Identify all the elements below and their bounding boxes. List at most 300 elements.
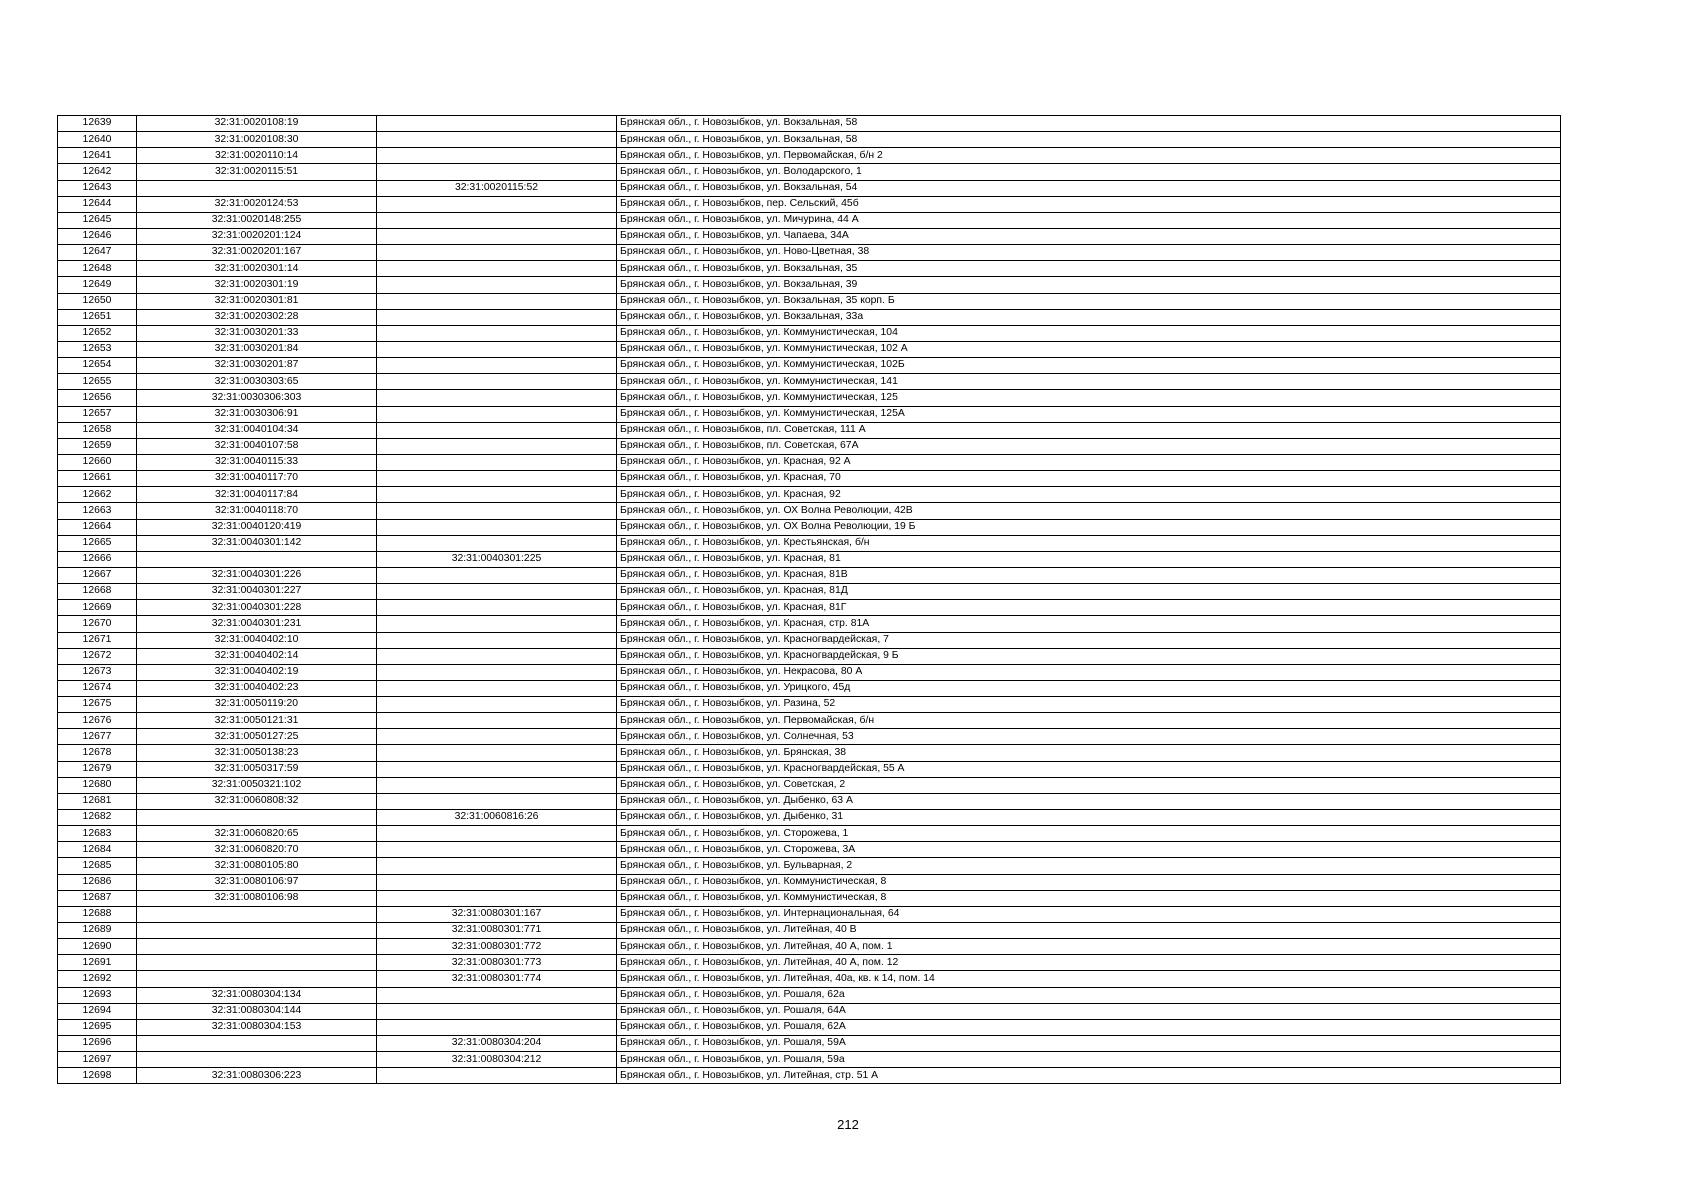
address-cell: Брянская обл., г. Новозыбков, ул. Ново-Цветная, 38 [617, 245, 1561, 261]
row-number-cell: 12692 [58, 971, 137, 987]
row-number-cell: 12669 [58, 600, 137, 616]
cadastral-number-cell [137, 180, 377, 196]
address-cell: Брянская обл., г. Новозыбков, ул. Брянская, 38 [617, 745, 1561, 761]
row-number-cell: 12678 [58, 745, 137, 761]
cadastral-number-cell: 32:31:0020148:255 [137, 212, 377, 228]
address-cell: Брянская обл., г. Новозыбков, ул. Чапаева, 34А [617, 228, 1561, 244]
row-number-cell: 12679 [58, 761, 137, 777]
related-cadastral-number-cell [377, 471, 617, 487]
address-cell: Брянская обл., г. Новозыбков, ул. Литейная, 40а, кв. к 14, пом. 14 [617, 971, 1561, 987]
table-row [58, 632, 1561, 648]
cadastral-number-cell [137, 971, 377, 987]
cadastral-number-cell: 32:31:0040104:34 [137, 422, 377, 438]
related-cadastral-number-cell [377, 826, 617, 842]
cadastral-number-cell: 32:31:0080306:223 [137, 1068, 377, 1084]
address-cell: Брянская обл., г. Новозыбков, ул. Красная, 92 [617, 487, 1561, 503]
related-cadastral-number-cell [377, 842, 617, 858]
cadastral-number-cell: 32:31:0030201:33 [137, 325, 377, 341]
address-cell: Брянская обл., г. Новозыбков, ул. Красная, 81В [617, 567, 1561, 583]
cadastral-number-cell: 32:31:0030303:65 [137, 374, 377, 390]
related-cadastral-number-cell [377, 616, 617, 632]
address-cell: Брянская обл., г. Новозыбков, ул. Вокзальная, 58 [617, 132, 1561, 148]
row-number-cell: 12648 [58, 261, 137, 277]
cadastral-number-cell: 32:31:0080105:80 [137, 858, 377, 874]
related-cadastral-number-cell [377, 874, 617, 890]
related-cadastral-number-cell [377, 438, 617, 454]
row-number-cell: 12644 [58, 196, 137, 212]
related-cadastral-number-cell [377, 567, 617, 583]
cadastral-number-cell: 32:31:0030306:91 [137, 406, 377, 422]
row-number-cell: 12640 [58, 132, 137, 148]
table-row [58, 971, 1561, 987]
address-cell: Брянская обл., г. Новозыбков, ул. Рошаля, 64А [617, 1003, 1561, 1019]
row-number-cell: 12689 [58, 923, 137, 939]
related-cadastral-number-cell [377, 632, 617, 648]
related-cadastral-number-cell [377, 358, 617, 374]
address-cell: Брянская обл., г. Новозыбков, ул. Советская, 2 [617, 777, 1561, 793]
related-cadastral-number-cell [377, 277, 617, 293]
cadastral-number-cell: 32:31:0020110:14 [137, 148, 377, 164]
address-cell: Брянская обл., г. Новозыбков, ул. Красная, 81 [617, 551, 1561, 567]
table-row [58, 745, 1561, 761]
table-row [58, 341, 1561, 357]
address-cell: Брянская обл., г. Новозыбков, ул. Рошаля, 62а [617, 987, 1561, 1003]
row-number-cell: 12652 [58, 325, 137, 341]
cadastral-number-cell: 32:31:0020124:53 [137, 196, 377, 212]
table-row [58, 616, 1561, 632]
table-row [58, 600, 1561, 616]
table-row [58, 277, 1561, 293]
cadastral-number-cell [137, 906, 377, 922]
address-cell: Брянская обл., г. Новозыбков, пер. Сельский, 45б [617, 196, 1561, 212]
related-cadastral-number-cell [377, 245, 617, 261]
related-cadastral-number-cell [377, 648, 617, 664]
cadastral-number-cell: 32:31:0040301:228 [137, 600, 377, 616]
row-number-cell: 12653 [58, 341, 137, 357]
address-cell: Брянская обл., г. Новозыбков, ул. Коммунистическая, 102Б [617, 358, 1561, 374]
table-row [58, 487, 1561, 503]
table-row [58, 228, 1561, 244]
address-cell: Брянская обл., г. Новозыбков, ул. Вокзальная, 35 корп. Б [617, 293, 1561, 309]
address-cell: Брянская обл., г. Новозыбков, ул. Красная, 70 [617, 471, 1561, 487]
address-cell: Брянская обл., г. Новозыбков, ул. Коммунистическая, 8 [617, 874, 1561, 890]
cadastral-number-cell: 32:31:0050119:20 [137, 697, 377, 713]
cadastral-number-cell: 32:31:0080304:134 [137, 987, 377, 1003]
row-number-cell: 12673 [58, 664, 137, 680]
table-row [58, 648, 1561, 664]
row-number-cell: 12665 [58, 535, 137, 551]
table-row [58, 826, 1561, 842]
cadastral-number-cell: 32:31:0080304:153 [137, 1019, 377, 1035]
address-cell: Брянская обл., г. Новозыбков, ул. Коммунистическая, 8 [617, 890, 1561, 906]
table-row [58, 390, 1561, 406]
related-cadastral-number-cell [377, 713, 617, 729]
row-number-cell: 12659 [58, 438, 137, 454]
related-cadastral-number-cell [377, 309, 617, 325]
address-cell: Брянская обл., г. Новозыбков, ул. Дыбенко, 31 [617, 810, 1561, 826]
address-cell: Брянская обл., г. Новозыбков, ул. Коммунистическая, 104 [617, 325, 1561, 341]
row-number-cell: 12639 [58, 116, 137, 132]
row-number-cell: 12645 [58, 212, 137, 228]
cadastral-number-cell: 32:31:0040115:33 [137, 454, 377, 470]
row-number-cell: 12642 [58, 164, 137, 180]
table-row [58, 148, 1561, 164]
cadastral-number-cell: 32:31:0040301:231 [137, 616, 377, 632]
related-cadastral-number-cell [377, 132, 617, 148]
row-number-cell: 12663 [58, 503, 137, 519]
table-row [58, 132, 1561, 148]
address-cell: Брянская обл., г. Новозыбков, ул. Солнечная, 53 [617, 729, 1561, 745]
row-number-cell: 12661 [58, 471, 137, 487]
address-cell: Брянская обл., г. Новозыбков, ул. Рошаля, 62А [617, 1019, 1561, 1035]
cadastral-number-cell [137, 1036, 377, 1052]
address-cell: Брянская обл., г. Новозыбков, ул. Рошаля, 59а [617, 1052, 1561, 1068]
related-cadastral-number-cell [377, 341, 617, 357]
table-row [58, 697, 1561, 713]
row-number-cell: 12668 [58, 584, 137, 600]
cadastral-number-cell: 32:31:0020301:81 [137, 293, 377, 309]
row-number-cell: 12650 [58, 293, 137, 309]
address-cell: Брянская обл., г. Новозыбков, ул. Коммунистическая, 125 [617, 390, 1561, 406]
address-cell: Брянская обл., г. Новозыбков, ул. Разина, 52 [617, 697, 1561, 713]
address-cell: Брянская обл., г. Новозыбков, ул. Некрасова, 80 А [617, 664, 1561, 680]
related-cadastral-number-cell [377, 890, 617, 906]
row-number-cell: 12672 [58, 648, 137, 664]
address-cell: Брянская обл., г. Новозыбков, ул. Литейная, 40 В [617, 923, 1561, 939]
cadastral-number-cell: 32:31:0040402:23 [137, 680, 377, 696]
row-number-cell: 12691 [58, 955, 137, 971]
row-number-cell: 12667 [58, 567, 137, 583]
cadastral-number-cell: 32:31:0040402:10 [137, 632, 377, 648]
row-number-cell: 12656 [58, 390, 137, 406]
row-number-cell: 12654 [58, 358, 137, 374]
table-row [58, 454, 1561, 470]
row-number-cell: 12688 [58, 906, 137, 922]
row-number-cell: 12646 [58, 228, 137, 244]
table-row [58, 729, 1561, 745]
cadastral-number-cell: 32:31:0060820:70 [137, 842, 377, 858]
address-cell: Брянская обл., г. Новозыбков, ул. Володарского, 1 [617, 164, 1561, 180]
table-row [58, 1052, 1561, 1068]
related-cadastral-number-cell [377, 858, 617, 874]
address-cell: Брянская обл., г. Новозыбков, ул. Коммунистическая, 125А [617, 406, 1561, 422]
related-cadastral-number-cell [377, 374, 617, 390]
address-cell: Брянская обл., г. Новозыбков, ул. Коммунистическая, 141 [617, 374, 1561, 390]
table-row [58, 939, 1561, 955]
cadastral-number-cell: 32:31:0020115:51 [137, 164, 377, 180]
address-cell: Брянская обл., г. Новозыбков, ул. Бульварная, 2 [617, 858, 1561, 874]
related-cadastral-number-cell: 32:31:0080304:204 [377, 1036, 617, 1052]
related-cadastral-number-cell: 32:31:0020115:52 [377, 180, 617, 196]
cadastral-number-cell: 32:31:0050317:59 [137, 761, 377, 777]
table-row [58, 180, 1561, 196]
address-cell: Брянская обл., г. Новозыбков, ул. Крестьянская, б/н [617, 535, 1561, 551]
row-number-cell: 12677 [58, 729, 137, 745]
address-cell: Брянская обл., г. Новозыбков, ул. Красногвардейская, 55 А [617, 761, 1561, 777]
cadastral-number-cell [137, 923, 377, 939]
table-row [58, 1003, 1561, 1019]
address-cell: Брянская обл., г. Новозыбков, ул. Красная, 81Г [617, 600, 1561, 616]
table-row [58, 196, 1561, 212]
cadastral-number-cell: 32:31:0040120:419 [137, 519, 377, 535]
address-cell: Брянская обл., г. Новозыбков, ул. Красногвардейская, 9 Б [617, 648, 1561, 664]
table-row [58, 438, 1561, 454]
row-number-cell: 12680 [58, 777, 137, 793]
table-row [58, 987, 1561, 1003]
table-row [58, 503, 1561, 519]
cadastral-number-cell: 32:31:0040402:19 [137, 664, 377, 680]
cadastral-number-cell: 32:31:0020201:124 [137, 228, 377, 244]
related-cadastral-number-cell [377, 164, 617, 180]
cadastral-number-cell [137, 955, 377, 971]
related-cadastral-number-cell [377, 1068, 617, 1084]
related-cadastral-number-cell [377, 600, 617, 616]
related-cadastral-number-cell [377, 148, 617, 164]
related-cadastral-number-cell [377, 116, 617, 132]
cadastral-number-cell: 32:31:0040118:70 [137, 503, 377, 519]
address-cell: Брянская обл., г. Новозыбков, ул. Литейная, 40 А, пом. 1 [617, 939, 1561, 955]
row-number-cell: 12681 [58, 793, 137, 809]
cadastral-number-cell: 32:31:0080106:98 [137, 890, 377, 906]
row-number-cell: 12662 [58, 487, 137, 503]
row-number-cell: 12641 [58, 148, 137, 164]
table-row [58, 535, 1561, 551]
cadastral-number-cell: 32:31:0060808:32 [137, 793, 377, 809]
table-row [58, 245, 1561, 261]
related-cadastral-number-cell [377, 793, 617, 809]
related-cadastral-number-cell [377, 422, 617, 438]
table-row [58, 422, 1561, 438]
related-cadastral-number-cell: 32:31:0080301:167 [377, 906, 617, 922]
row-number-cell: 12675 [58, 697, 137, 713]
table-row [58, 584, 1561, 600]
row-number-cell: 12676 [58, 713, 137, 729]
table-row [58, 325, 1561, 341]
row-number-cell: 12685 [58, 858, 137, 874]
table-row [58, 777, 1561, 793]
related-cadastral-number-cell [377, 777, 617, 793]
related-cadastral-number-cell [377, 535, 617, 551]
related-cadastral-number-cell [377, 261, 617, 277]
related-cadastral-number-cell [377, 390, 617, 406]
cadastral-number-cell [137, 810, 377, 826]
related-cadastral-number-cell [377, 325, 617, 341]
related-cadastral-number-cell [377, 487, 617, 503]
row-number-cell: 12643 [58, 180, 137, 196]
related-cadastral-number-cell [377, 761, 617, 777]
address-cell: Брянская обл., г. Новозыбков, ул. ОХ Волна Революции, 42В [617, 503, 1561, 519]
address-cell: Брянская обл., г. Новозыбков, ул. Красная, стр. 81А [617, 616, 1561, 632]
row-number-cell: 12683 [58, 826, 137, 842]
table-row [58, 164, 1561, 180]
table-row [58, 858, 1561, 874]
table-row [58, 358, 1561, 374]
cadastral-number-cell: 32:31:0030201:87 [137, 358, 377, 374]
related-cadastral-number-cell [377, 293, 617, 309]
address-cell: Брянская обл., г. Новозыбков, ул. Вокзальная, 58 [617, 116, 1561, 132]
row-number-cell: 12670 [58, 616, 137, 632]
cadastral-number-cell: 32:31:0030306:303 [137, 390, 377, 406]
table-row [58, 567, 1561, 583]
address-cell: Брянская обл., г. Новозыбков, пл. Советская, 67А [617, 438, 1561, 454]
row-number-cell: 12671 [58, 632, 137, 648]
address-cell: Брянская обл., г. Новозыбков, ул. Красногвардейская, 7 [617, 632, 1561, 648]
row-number-cell: 12698 [58, 1068, 137, 1084]
row-number-cell: 12651 [58, 309, 137, 325]
row-number-cell: 12647 [58, 245, 137, 261]
address-cell: Брянская обл., г. Новозыбков, ул. Первомайская, б/н [617, 713, 1561, 729]
cadastral-number-cell: 32:31:0050127:25 [137, 729, 377, 745]
cadastral-number-cell: 32:31:0050121:31 [137, 713, 377, 729]
row-number-cell: 12684 [58, 842, 137, 858]
address-cell: Брянская обл., г. Новозыбков, ул. Вокзальная, 35 [617, 261, 1561, 277]
cadastral-number-cell: 32:31:0080304:144 [137, 1003, 377, 1019]
row-number-cell: 12693 [58, 987, 137, 1003]
row-number-cell: 12658 [58, 422, 137, 438]
row-number-cell: 12682 [58, 810, 137, 826]
address-cell: Брянская обл., г. Новозыбков, ул. Литейная, 40 А, пом. 12 [617, 955, 1561, 971]
related-cadastral-number-cell [377, 454, 617, 470]
registry-table-body [58, 116, 1561, 1084]
related-cadastral-number-cell [377, 1019, 617, 1035]
address-cell: Брянская обл., г. Новозыбков, ул. Вокзальная, 54 [617, 180, 1561, 196]
address-cell: Брянская обл., г. Новозыбков, ул. Литейная, стр. 51 А [617, 1068, 1561, 1084]
address-cell: Брянская обл., г. Новозыбков, пл. Советская, 111 А [617, 422, 1561, 438]
cadastral-number-cell: 32:31:0050138:23 [137, 745, 377, 761]
cadastral-number-cell [137, 551, 377, 567]
row-number-cell: 12674 [58, 680, 137, 696]
related-cadastral-number-cell [377, 584, 617, 600]
related-cadastral-number-cell [377, 664, 617, 680]
table-row [58, 810, 1561, 826]
table-row [58, 955, 1561, 971]
related-cadastral-number-cell: 32:31:0080301:774 [377, 971, 617, 987]
related-cadastral-number-cell [377, 729, 617, 745]
related-cadastral-number-cell [377, 519, 617, 535]
row-number-cell: 12657 [58, 406, 137, 422]
related-cadastral-number-cell: 32:31:0080301:771 [377, 923, 617, 939]
row-number-cell: 12649 [58, 277, 137, 293]
cadastral-number-cell: 32:31:0040117:84 [137, 487, 377, 503]
table-row [58, 842, 1561, 858]
table-row [58, 406, 1561, 422]
address-cell: Брянская обл., г. Новозыбков, ул. Сторожева, 1 [617, 826, 1561, 842]
table-row [58, 793, 1561, 809]
address-cell: Брянская обл., г. Новозыбков, ул. Первомайская, б/н 2 [617, 148, 1561, 164]
row-number-cell: 12664 [58, 519, 137, 535]
address-cell: Брянская обл., г. Новозыбков, ул. Интернациональная, 64 [617, 906, 1561, 922]
row-number-cell: 12687 [58, 890, 137, 906]
related-cadastral-number-cell [377, 406, 617, 422]
related-cadastral-number-cell: 32:31:0080301:773 [377, 955, 617, 971]
cadastral-number-cell [137, 1052, 377, 1068]
table-row [58, 906, 1561, 922]
table-row [58, 890, 1561, 906]
address-cell: Брянская обл., г. Новозыбков, ул. Сторожева, 3А [617, 842, 1561, 858]
row-number-cell: 12696 [58, 1036, 137, 1052]
cadastral-number-cell: 32:31:0040301:142 [137, 535, 377, 551]
cadastral-number-cell: 32:31:0040402:14 [137, 648, 377, 664]
cadastral-number-cell: 32:31:0020108:30 [137, 132, 377, 148]
row-number-cell: 12666 [58, 551, 137, 567]
table-row [58, 212, 1561, 228]
property-registry-table [57, 115, 1561, 1084]
address-cell: Брянская обл., г. Новозыбков, ул. Дыбенко, 63 А [617, 793, 1561, 809]
address-cell: Брянская обл., г. Новозыбков, ул. Вокзальная, 39 [617, 277, 1561, 293]
cadastral-number-cell: 32:31:0030201:84 [137, 341, 377, 357]
table-row [58, 116, 1561, 132]
related-cadastral-number-cell [377, 228, 617, 244]
cadastral-number-cell: 32:31:0080106:97 [137, 874, 377, 890]
table-row [58, 1068, 1561, 1084]
cadastral-number-cell [137, 939, 377, 955]
cadastral-number-cell: 32:31:0060820:65 [137, 826, 377, 842]
cadastral-number-cell: 32:31:0020301:14 [137, 261, 377, 277]
cadastral-number-cell: 32:31:0020301:19 [137, 277, 377, 293]
table-row [58, 874, 1561, 890]
table-row [58, 519, 1561, 535]
table-row [58, 761, 1561, 777]
table-row [58, 664, 1561, 680]
table-row [58, 551, 1561, 567]
cadastral-number-cell: 32:31:0020108:19 [137, 116, 377, 132]
table-row [58, 713, 1561, 729]
row-number-cell: 12697 [58, 1052, 137, 1068]
table-row [58, 1019, 1561, 1035]
address-cell: Брянская обл., г. Новозыбков, ул. Коммунистическая, 102 А [617, 341, 1561, 357]
table-row [58, 471, 1561, 487]
related-cadastral-number-cell [377, 745, 617, 761]
related-cadastral-number-cell: 32:31:0060816:26 [377, 810, 617, 826]
table-row [58, 1036, 1561, 1052]
related-cadastral-number-cell [377, 503, 617, 519]
cadastral-number-cell: 32:31:0020302:28 [137, 309, 377, 325]
address-cell: Брянская обл., г. Новозыбков, ул. Мичурина, 44 А [617, 212, 1561, 228]
row-number-cell: 12660 [58, 454, 137, 470]
related-cadastral-number-cell: 32:31:0080304:212 [377, 1052, 617, 1068]
cadastral-number-cell: 32:31:0040117:70 [137, 471, 377, 487]
table-row [58, 309, 1561, 325]
address-cell: Брянская обл., г. Новозыбков, ул. ОХ Волна Революции, 19 Б [617, 519, 1561, 535]
row-number-cell: 12690 [58, 939, 137, 955]
address-cell: Брянская обл., г. Новозыбков, ул. Рошаля, 59А [617, 1036, 1561, 1052]
related-cadastral-number-cell: 32:31:0080301:772 [377, 939, 617, 955]
related-cadastral-number-cell [377, 987, 617, 1003]
address-cell: Брянская обл., г. Новозыбков, ул. Вокзальная, 33а [617, 309, 1561, 325]
cadastral-number-cell: 32:31:0040107:58 [137, 438, 377, 454]
related-cadastral-number-cell [377, 212, 617, 228]
page-number: 212 [837, 1117, 859, 1132]
related-cadastral-number-cell [377, 1003, 617, 1019]
table-row [58, 293, 1561, 309]
row-number-cell: 12655 [58, 374, 137, 390]
cadastral-number-cell: 32:31:0020201:167 [137, 245, 377, 261]
row-number-cell: 12686 [58, 874, 137, 890]
table-row [58, 261, 1561, 277]
related-cadastral-number-cell [377, 697, 617, 713]
cadastral-number-cell: 32:31:0040301:227 [137, 584, 377, 600]
related-cadastral-number-cell [377, 196, 617, 212]
table-row [58, 374, 1561, 390]
cadastral-number-cell: 32:31:0040301:226 [137, 567, 377, 583]
related-cadastral-number-cell [377, 680, 617, 696]
table-row [58, 680, 1561, 696]
cadastral-number-cell: 32:31:0050321:102 [137, 777, 377, 793]
table-row [58, 923, 1561, 939]
address-cell: Брянская обл., г. Новозыбков, ул. Красная, 92 А [617, 454, 1561, 470]
address-cell: Брянская обл., г. Новозыбков, ул. Красная, 81Д [617, 584, 1561, 600]
row-number-cell: 12694 [58, 1003, 137, 1019]
